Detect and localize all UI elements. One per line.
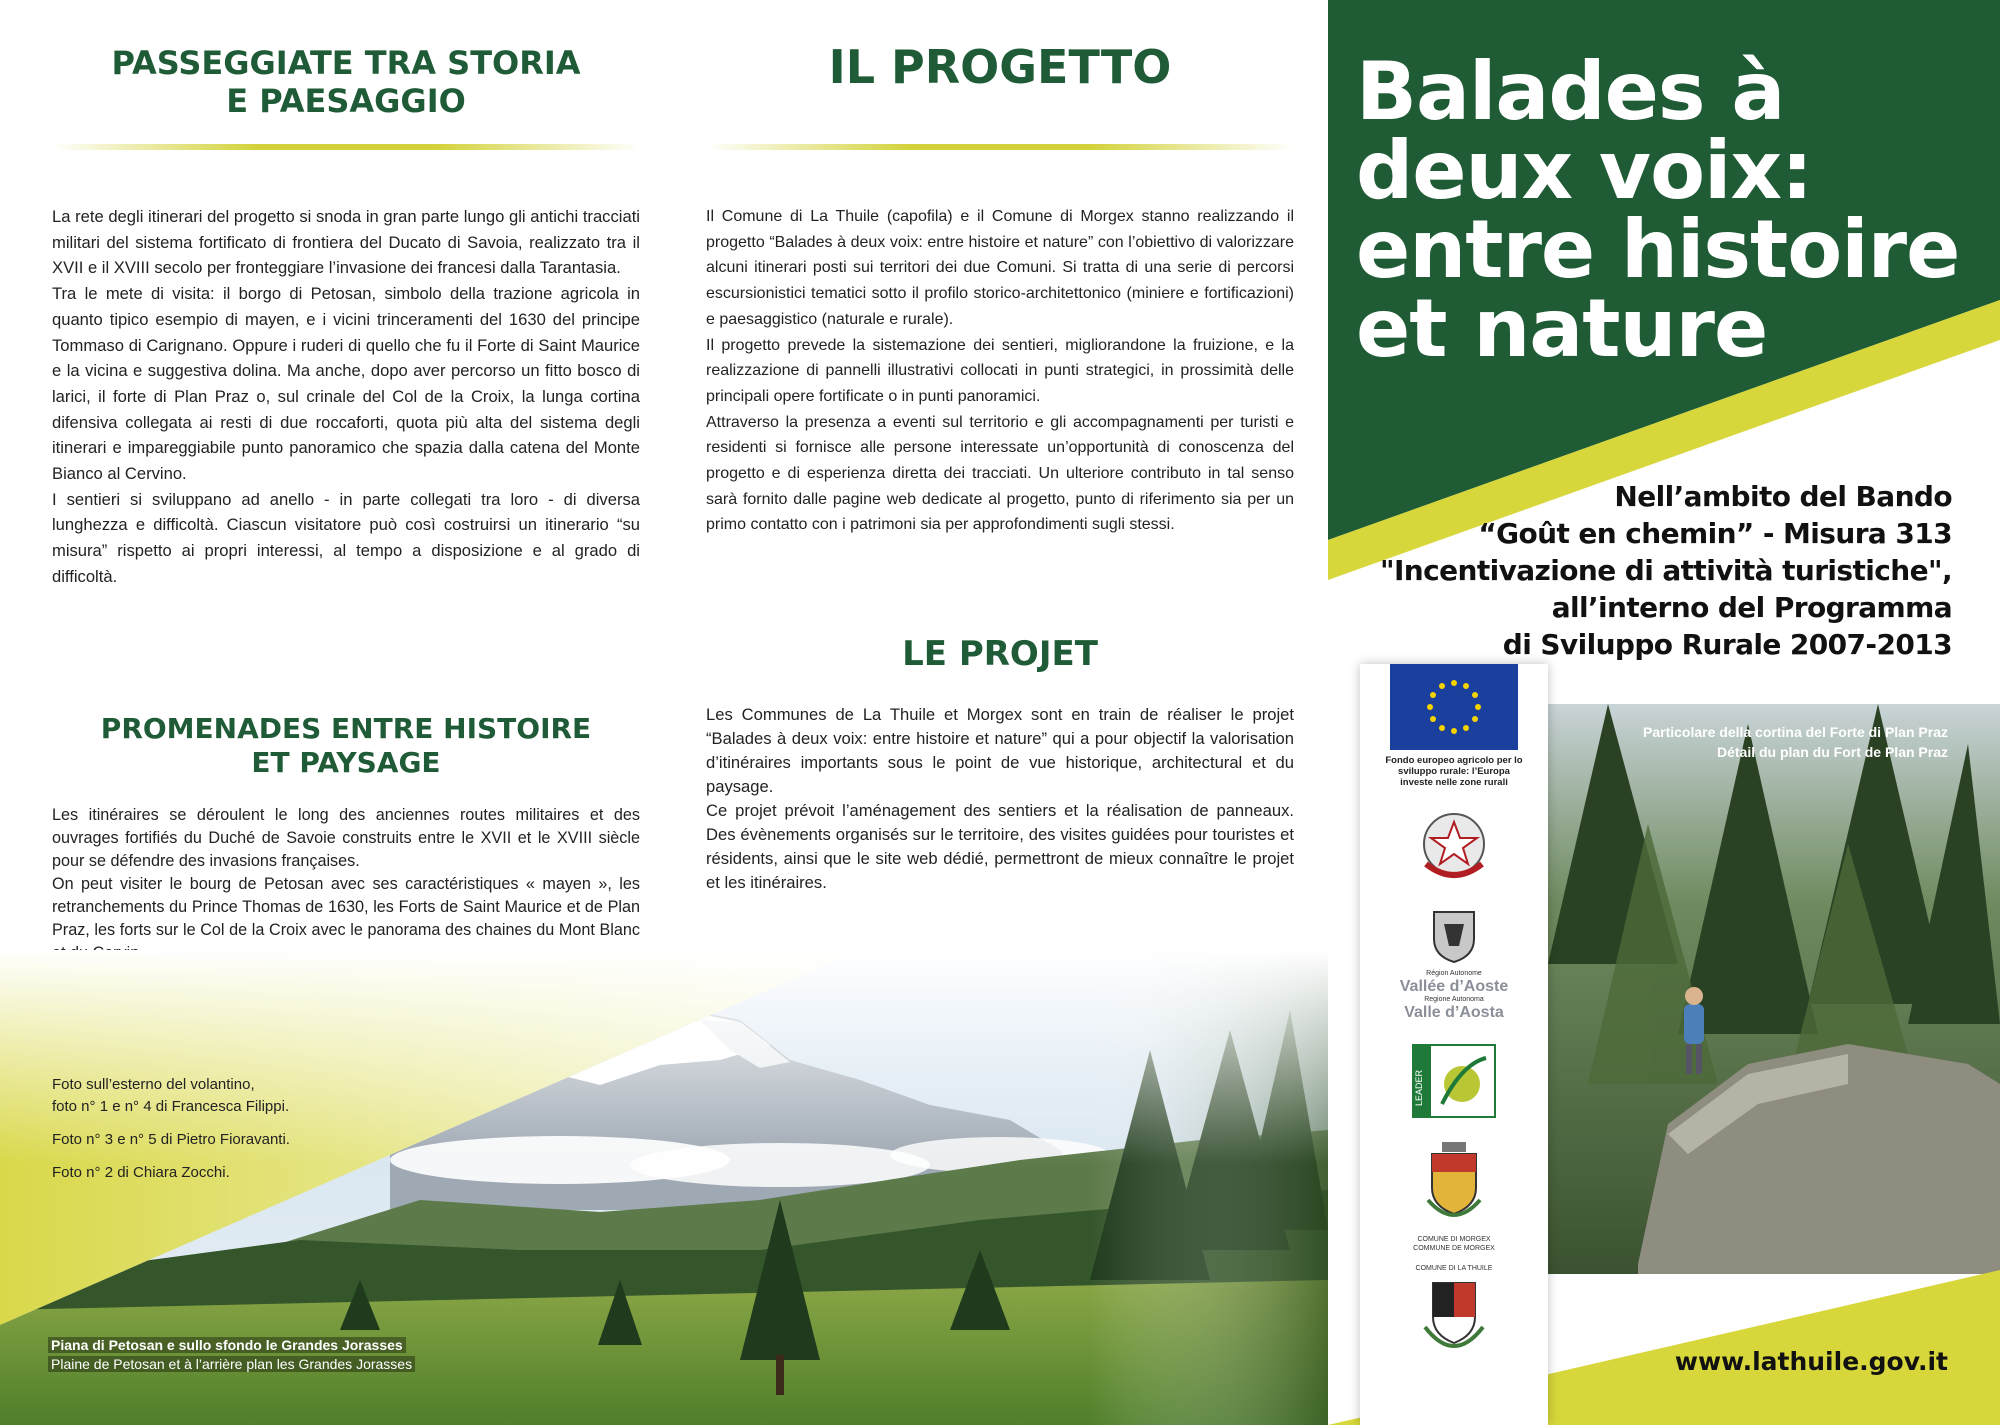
paragraph: Tra le mete di visita: il borgo di Petosan, simbolo della trazione agricola in quanto tipico esempio di mayen, e i vicini trinceramenti del 1630 del principe Tommaso di Carignano. Oppure i ruderi di quello che fu il Forte di Saint Maurice e la vicina e suggestiva dolina. Ma anche, dopo aver percorso un fitto bosco di larici, il forte di Plan Praz o, sul crinale del Col de la Croix, la lunga cortina difensiva collegata ai resti di due roccaforti, quota più alta del sistema degli itinerari e impareggiabile punto panoramico che spazia dalla catena del Monte Bianco al Cervino. [52, 284, 640, 484]
french-text-block [706, 703, 1294, 895]
region-name-it: Valle d’Aosta [1404, 1004, 1504, 1021]
middle-column [706, 0, 1294, 1425]
region-label-fr: Région Autonome [1426, 970, 1482, 977]
fort-photo [1548, 704, 2000, 1274]
title-line: et nature [1356, 282, 1768, 375]
statement-line: “Goût en chemin” - Misura 313 [1478, 517, 1952, 550]
vallee-aoste-logo [1360, 904, 1548, 1021]
leader-label: LEADER [1414, 1069, 1424, 1106]
paragraph: Il progetto prevede la sistemazione dei sentieri, migliorandone la fruizione, e la realizzazione di pannelli illustrativi collocati in punti strategici, in prossimità delle principali opere fortificate o in punti panoramici. [706, 336, 1294, 405]
eu-logo [1360, 664, 1548, 788]
title-line: deux voix: [1356, 124, 1813, 217]
italian-republic-emblem [1360, 804, 1548, 889]
paragraph: Les Communes de La Thuile et Morgex sont en train de réaliser le projet “Balades à deux voix: entre histoire et nature” qui a pour objectif la valorisation d’itinéraires importants sous le point de vue historique, architectural et du paysage. [706, 705, 1294, 796]
fort-caption [1643, 722, 1948, 762]
paragraph: Il Comune di La Thuile (capofila) e il Comune di Morgex stanno realizzando il progetto “Balades à deux voix: entre histoire et nature” con l’obiettivo di valorizzare alcuni itinerari posti sui territori dei due Comuni. Si tratta di una serie di percorsi escursionistici tematici sotto il profilo storico-architettonico (miniere e fortificazioni) e paesaggistico (naturale e rurale). [706, 208, 1294, 328]
title-line: entre histoire [1356, 203, 1960, 296]
statement-line: all’interno del Programma [1551, 591, 1952, 624]
title-line: Balades à [1356, 45, 1785, 138]
caption-it: Piana di Petosan e sullo sfondo le Grandes Jorasses [48, 1337, 406, 1353]
thuile-label: COMUNE DI LA THUILE [1415, 1265, 1493, 1272]
section-title-promenades [52, 712, 640, 779]
morgex-label: COMUNE DI MORGEX COMMUNE DE MORGEX [1413, 1236, 1495, 1252]
paragraph: Ce projet prévoit l’aménagement des sentiers et la réalisation de panneaux. Des évènements organisés sur le territoire, des visites guidées pour touristes et résidents, ainsi que le site web dédié, permettront de mieux connaître le projet et les itinéraires. [706, 801, 1294, 892]
brochure-title [1356, 45, 1976, 375]
leader-logo [1360, 1044, 1548, 1123]
la-thuile-crest-icon [1419, 1273, 1489, 1363]
region-name-fr: Vallée d’Aoste [1399, 978, 1509, 995]
section-title-projet: LE PROJET [902, 634, 1098, 674]
italian-text-block [706, 204, 1294, 538]
paragraph: Les itinéraires se déroulent le long des anciennes routes militaires et des ouvrages fortifiés du Duché de Savoie construits entre le XVII et le XVIII siècle pour se défendre des invasions françaises. [52, 806, 640, 870]
caption-fr: Détail du plan du Fort de Plan Praz [1716, 744, 1948, 760]
credit-line: Foto sull’esterno del volantino, foto n° 1 e n° 4 di Francesca Filippi. [52, 1076, 290, 1115]
region-label-it: Regione Autonoma [1424, 996, 1484, 1003]
italian-text-block [52, 204, 640, 590]
section-title-passeggiate [52, 44, 640, 121]
morgex-crest-icon [1424, 1140, 1484, 1230]
republic-emblem-icon [1414, 804, 1494, 884]
fort-illustration [1548, 704, 2000, 1274]
website-url[interactable]: www.lathuile.gov.it [1674, 1347, 1948, 1376]
program-statement [1352, 478, 1952, 663]
paragraph: Attraverso la presenza a eventi sul territorio e gli accompagnamenti per turisti e residenti si fornisce alle persone interessate un’opportunità di conoscenza del progetto e di esperienza diretta dei tracciati. Un ulteriore contributo in tal senso sarà fornito dalle pagine web dedicate al progetto, punto di riferimento sia per un primo contatto con i patrimoni sia per approfondimenti sugli stessi. [706, 413, 1294, 534]
statement-line: "Incentivazione di attività turistiche", [1379, 554, 1952, 587]
credit-line: Foto n° 2 di Chiara Zocchi. [52, 1164, 230, 1181]
statement-line: di Sviluppo Rurale 2007-2013 [1502, 628, 1952, 661]
photo-credits [52, 1074, 290, 1195]
paragraph: On peut visiter le bourg de Petosan avec ses caractéristiques « mayen », les retranchements du Prince Thomas de 1630, les Forts de Saint Maurice et de Plan Praz, les forts sur le Col de la Croix avec le panorama des chaines du Mont Blanc [52, 875, 640, 939]
paragraph: La rete degli itinerari del progetto si snoda in gran parte lungo gli antichi tracciati militari del sistema fortificato di frontiera del Ducato di Savoia, realizzato tra il XVII e il XVIII secolo per fronteggiare l’invasione dei francesi dalla Tarantasia. [52, 207, 640, 278]
paragraph: I sentieri si sviluppano ad anello - in parte collegati tra loro - di diversa lunghezza e difficoltà. Ciascun visitatore può così costruirsi un itinerario “su misura” rispetto ai propri interessi, al tempo a disposizione e al grado di difficoltà. [52, 489, 640, 586]
aosta-crest-icon [1429, 904, 1479, 964]
statement-line: Nell’ambito del Bando [1614, 480, 1952, 513]
credit-line: Foto n° 3 e n° 5 di Pietro Fioravanti. [52, 1131, 290, 1148]
leader-icon [1412, 1044, 1496, 1118]
eu-caption: Fondo europeo agricolo per lo sviluppo rurale: l’Europa investe nelle zone rurali [1385, 755, 1523, 788]
title-text: PROMENADES ENTRE HISTOIRE ET PAYSAGE [100, 712, 592, 779]
la-thuile-crest [1360, 1264, 1548, 1368]
caption-it: Particolare della cortina del Forte di Plan Praz [1643, 724, 1948, 740]
landscape-caption [48, 1336, 415, 1374]
section-title-progetto: IL PROGETTO [828, 40, 1172, 94]
partner-logos-strip [1360, 664, 1548, 1425]
caption-fr: Plaine de Petosan et à l’arrière plan les Grandes Jorasses [48, 1356, 415, 1372]
divider-rule [706, 144, 1294, 150]
eu-flag-icon [1390, 664, 1518, 750]
morgex-crest [1360, 1140, 1548, 1253]
title-text: PASSEGGIATE TRA STORIA E PAESAGGIO [111, 44, 581, 121]
divider-rule [52, 144, 640, 150]
